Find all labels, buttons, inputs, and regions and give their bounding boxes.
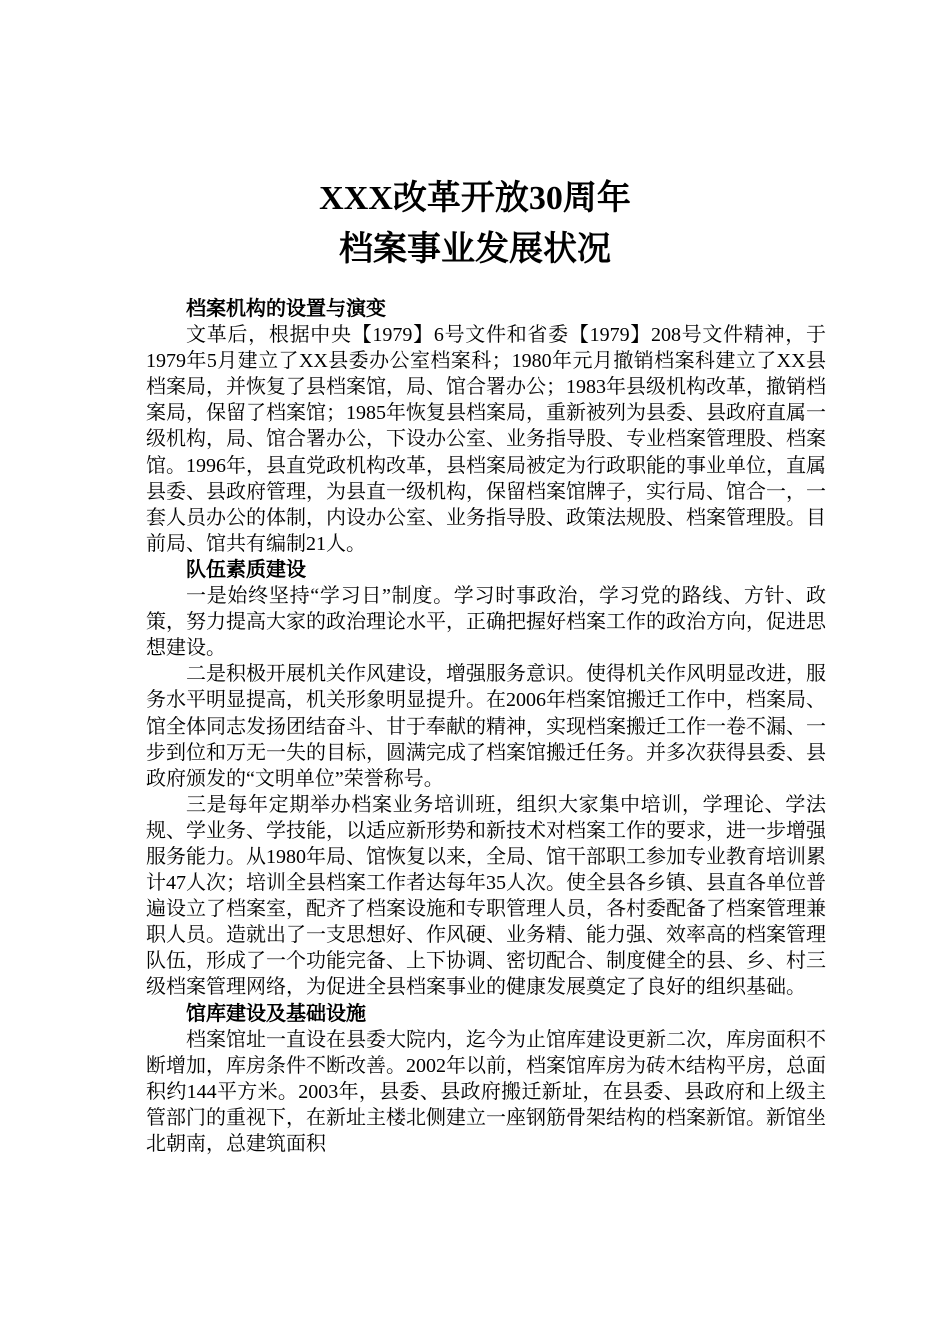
document-body [146, 296, 826, 1157]
document-title-line1: XXX改革开放30周年 [319, 180, 631, 217]
paragraph: 一是始终坚持“学习日”制度。学习时事政治，学习党的路线、方针、政策，努力提高大家的政治理论水平，正确把握好档案工作的政治方向，促进思想建设。 [146, 585, 826, 660]
paragraph: 档案馆址一直设在县委大院内，迄今为止馆库建设更新二次，库房面积不断增加，库房条件不断改善。2002年以前，档案馆库房为砖木结构平房，总面积约144平方米。2003年，县委、县政府搬迁新址，在县委、县政府和上级主管部门的重视下，在新址主楼北侧建立一座钢筋骨架结构的档案新馆。新馆坐北朝南，总建筑面积 [146, 1028, 826, 1155]
paragraph: 文革后，根据中央【1979】6号文件和省委【1979】208号文件精神，于1979年5月建立了XX县委办公室档案科；1980年元月撤销档案科建立了XX县档案局，并恢复了县档案馆，局、馆合署办公；1983年县级机构改革，撤销档案局，保留了档案馆；1985年恢复县档案局，重新被列为县委、县政府直属一级机构，局、馆合署办公，下设办公室、业务指导股、专业档案管理股、档案馆。1996年，县直党政机构改革，县档案局被定为行政职能的事业单位，直属县委、县政府管理，为县直一级机构，保留档案馆牌子，实行局、馆合一，一套人员办公的体制，内设办公室、业务指导股、政策法规股、档案管理股。目前局、馆共有编制21人。 [146, 324, 826, 555]
section-heading-institution: 档案机构的设置与演变 [186, 298, 386, 320]
section-heading-facilities: 馆库建设及基础设施 [186, 1002, 366, 1025]
paragraph: 二是积极开展机关作风建设，增强服务意识。使得机关作风明显改进，服务水平明显提高，机关形象明显提升。在2006年档案馆搬迁工作中，档案局、馆全体同志发扬团结奋斗、甘于奉献的精神，实现档案搬迁工作一卷不漏、一步到位和万无一失的目标，圆满完成了档案馆搬迁任务。并多次获得县委、县政府颁发的“文明单位”荣誉称号。 [146, 663, 826, 790]
paragraph: 三是每年定期举办档案业务培训班，组织大家集中培训，学理论、学法规、学业务、学技能，以适应新形势和新技术对档案工作的要求，进一步增强服务能力。从1980年局、馆恢复以来，全局、馆干部职工参加专业教育培训累计47人次；培训全县档案工作者达每年35人次。使全县各乡镇、县直各单位普遍设立了档案室，配齐了档案设施和专职管理人员，各村委配备了档案管理兼职人员。造就出了一支思想好、作风硬、业务精、能力强、效率高的档案管理队伍，形成了一个功能完备、上下协调、密切配合、制度健全的县、乡、村三级档案管理网络，为促进全县档案事业的健康发展奠定了良好的组织基础。 [146, 793, 826, 999]
document-title-line2: 档案事业发展状况 [339, 231, 611, 268]
section-heading-team: 队伍素质建设 [186, 558, 306, 581]
